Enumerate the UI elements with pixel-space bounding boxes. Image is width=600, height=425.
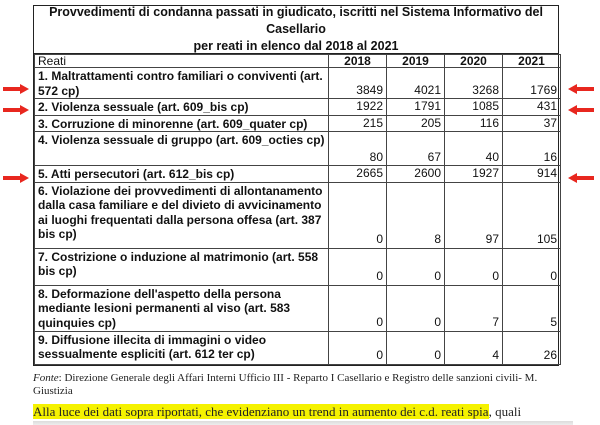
row-value: 914 — [503, 166, 561, 183]
arrow-right-icon — [3, 84, 29, 94]
row-label: 1. Maltrattamenti contro familiari o conviventi (art. 572 cp) — [35, 68, 329, 99]
table-row — [35, 99, 561, 116]
header-row — [35, 55, 561, 68]
row-value: 431 — [503, 99, 561, 116]
row-value: 3849 — [329, 68, 387, 99]
table-row — [35, 132, 561, 166]
row-value: 0 — [387, 285, 445, 331]
row-value: 205 — [387, 115, 445, 132]
table-title-line-1: Provvedimenti di condanna passati in giudicato, iscritti nel Sistema Informativo del Casellario — [49, 5, 543, 36]
row-value: 116 — [445, 115, 503, 132]
row-value: 1085 — [445, 99, 503, 116]
row-value: 0 — [387, 331, 445, 364]
row-value: 215 — [329, 115, 387, 132]
row-label: 7. Costrizione o induzione al matrimonio (art. 558 bis cp) — [35, 248, 329, 285]
row-value: 105 — [503, 182, 561, 248]
table-row — [35, 285, 561, 331]
arrow-left-icon — [568, 84, 594, 94]
table-title — [34, 6, 558, 54]
arrow-left-icon — [568, 105, 594, 115]
source-text: : Direzione Generale degli Affari Interni Ufficio III - Reparto I Casellario e Registro delle sanzioni civili- M. Giustizia — [33, 372, 538, 397]
table-row — [35, 68, 561, 99]
row-value: 16 — [503, 132, 561, 166]
row-label: 6. Violazione dei provvedimenti di allontanamento dalla casa familiare e del divieto di avvicinamento ai luoghi frequentati dalla persona offesa (art. 387 bis cp) — [35, 182, 329, 248]
data-table — [34, 54, 561, 365]
header-year: 2021 — [503, 55, 561, 68]
statistics-table — [33, 5, 559, 366]
row-value: 26 — [503, 331, 561, 364]
row-value: 1769 — [503, 68, 561, 99]
source-prefix: Fonte — [33, 372, 59, 384]
row-label: 4. Violenza sessuale di gruppo (art. 609_octies cp) — [35, 132, 329, 166]
header-year: 2019 — [387, 55, 445, 68]
row-label: 9. Diffusione illecita di immagini o video sessualmente espliciti (art. 612 ter cp) — [35, 331, 329, 364]
row-value: 3268 — [445, 68, 503, 99]
row-value: 67 — [387, 132, 445, 166]
row-value: 1922 — [329, 99, 387, 116]
row-label: 3. Corruzione di minorenne (art. 609_quater cp) — [35, 115, 329, 132]
row-label: 8. Deformazione dell'aspetto della persona mediante lesioni permanenti al viso (art. 583 quinquies cp) — [35, 285, 329, 331]
row-value: 7 — [445, 285, 503, 331]
row-value: 0 — [445, 248, 503, 285]
arrow-left-icon — [568, 173, 594, 183]
header-year: 2020 — [445, 55, 503, 68]
table-row — [35, 166, 561, 183]
row-value: 0 — [329, 285, 387, 331]
row-value: 97 — [445, 182, 503, 248]
row-value: 4 — [445, 331, 503, 364]
table-title-line-2: per reati in elenco dal 2018 al 2021 — [193, 39, 399, 53]
table-row — [35, 331, 561, 364]
row-value: 0 — [387, 248, 445, 285]
row-value: 2665 — [329, 166, 387, 183]
arrow-right-icon — [3, 173, 29, 183]
body-paragraph — [33, 404, 593, 420]
arrow-right-icon — [3, 105, 29, 115]
table-row — [35, 182, 561, 248]
source-note — [33, 372, 573, 398]
body-text-rest: , quali — [488, 404, 522, 419]
row-value: 40 — [445, 132, 503, 166]
highlighted-text: Alla luce dei dati sopra riportati, che evidenziano un trend in aumento dei c.d. reati spia — [33, 404, 489, 419]
row-value: 0 — [329, 248, 387, 285]
cut-off-text-line — [33, 421, 573, 425]
row-value: 2600 — [387, 166, 445, 183]
row-value: 8 — [387, 182, 445, 248]
table-row — [35, 115, 561, 132]
row-value: 1927 — [445, 166, 503, 183]
row-value: 0 — [503, 248, 561, 285]
table-row — [35, 248, 561, 285]
row-value: 37 — [503, 115, 561, 132]
row-value: 80 — [329, 132, 387, 166]
row-value: 1791 — [387, 99, 445, 116]
row-label: 5. Atti persecutori (art. 612_bis cp) — [35, 166, 329, 183]
row-label: 2. Violenza sessuale (art. 609_bis cp) — [35, 99, 329, 116]
row-value: 0 — [329, 182, 387, 248]
row-value: 4021 — [387, 68, 445, 99]
header-year: 2018 — [329, 55, 387, 68]
header-label: Reati — [35, 55, 329, 68]
row-value: 0 — [329, 331, 387, 364]
row-value: 5 — [503, 285, 561, 331]
